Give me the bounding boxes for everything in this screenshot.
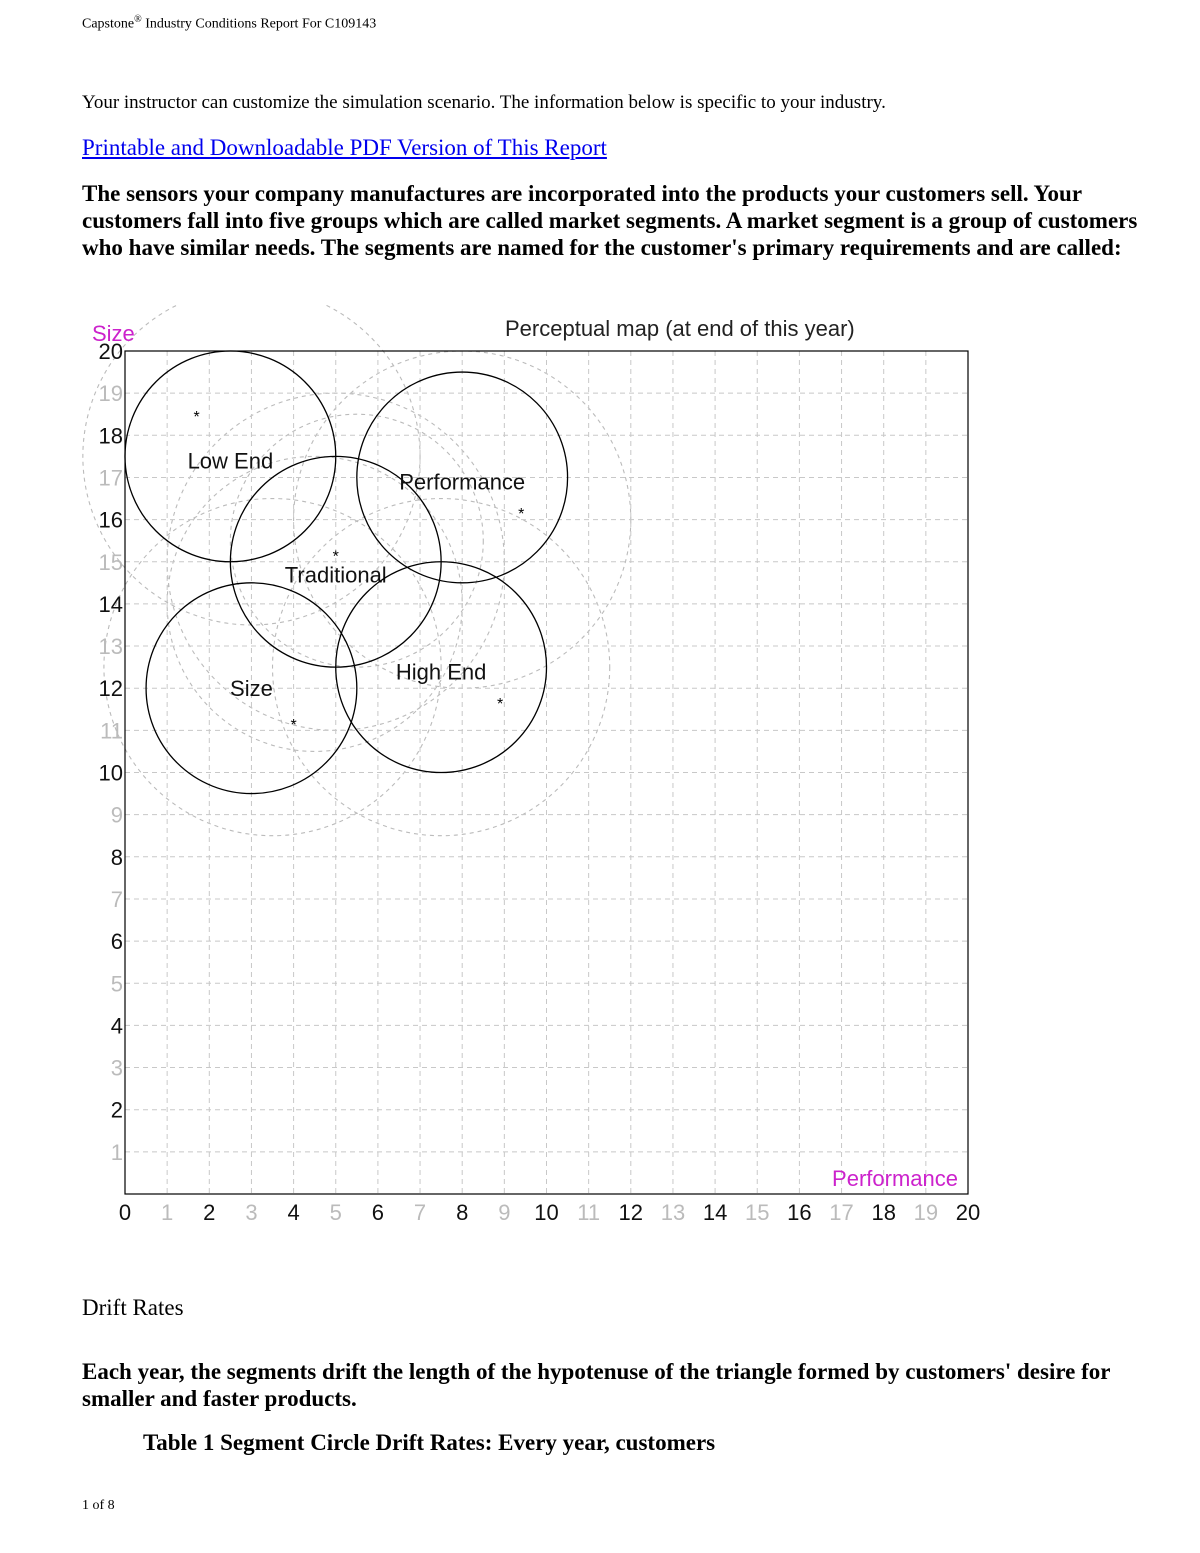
y-tick-label: 20 xyxy=(98,339,123,364)
y-tick-label: 5 xyxy=(110,971,123,997)
x-tick-label: 2 xyxy=(203,1200,216,1225)
segment-label: Performance xyxy=(399,469,526,495)
segment-circles xyxy=(125,351,568,794)
y-tick-label: 14 xyxy=(98,591,123,617)
y-tick-label: 10 xyxy=(98,760,123,786)
y-tick-label: 9 xyxy=(110,802,123,828)
x-tick-label: 9 xyxy=(498,1200,511,1225)
y-tick-label: 4 xyxy=(110,1013,123,1039)
x-tick-label: 16 xyxy=(787,1200,812,1225)
y-tick-label: 16 xyxy=(98,507,123,533)
table-caption: Table 1 Segment Circle Drift Rates: Every year, customers xyxy=(143,1430,716,1455)
segment-label: Size xyxy=(230,676,273,702)
segment-label: Low End xyxy=(187,448,274,474)
x-tick-label: 1 xyxy=(161,1200,174,1225)
x-tick-label: 12 xyxy=(618,1200,644,1225)
x-tick-label: 11 xyxy=(577,1200,601,1225)
ideal-spot-marker: * xyxy=(332,548,339,566)
x-tick-label: 8 xyxy=(456,1200,469,1225)
intro-text: Your instructor can customize the simulation scenario. The information below is specific to your industry. xyxy=(82,92,886,113)
perceptual-map xyxy=(80,305,1000,1235)
x-tick-label: 4 xyxy=(287,1200,300,1225)
y-tick-label: 15 xyxy=(98,549,123,575)
grid-lines xyxy=(125,351,968,1194)
x-tick-label: 3 xyxy=(245,1200,258,1225)
ideal-spot-marker: * xyxy=(290,716,297,734)
x-tick-label: 14 xyxy=(702,1200,728,1225)
y-tick-label: 19 xyxy=(98,381,123,407)
x-tick-label: 13 xyxy=(660,1200,686,1225)
y-tick-label: 6 xyxy=(110,929,123,955)
y-tick-label: 3 xyxy=(110,1055,123,1081)
page-number: 1 of 8 xyxy=(82,1498,115,1513)
y-axis-label: Size xyxy=(92,321,135,346)
x-tick-label: 17 xyxy=(829,1200,854,1225)
segment-label: Traditional xyxy=(284,562,387,588)
segment-label: High End xyxy=(395,659,487,685)
registered-mark: ® xyxy=(134,14,142,25)
report-title: Industry Conditions Report For C109143 xyxy=(141,16,377,32)
y-tick-label: 13 xyxy=(98,634,123,660)
y-tick-label: 8 xyxy=(110,844,123,870)
x-tick-label: 18 xyxy=(871,1200,896,1225)
y-tick-label: 2 xyxy=(110,1097,123,1123)
drift-rates-heading: Drift Rates xyxy=(82,1295,184,1320)
chart-title: Perceptual map (at end of this year) xyxy=(505,316,855,341)
x-tick-label: 20 xyxy=(955,1200,981,1225)
drift-rates-paragraph: Each year, the segments drift the length of the hypotenuse of the triangle formed by customers' desire for smaller and faster products. xyxy=(82,1359,1111,1411)
y-tick-label: 1 xyxy=(110,1139,123,1165)
y-tick-label: 11 xyxy=(100,718,123,744)
segments-intro-paragraph: The sensors your company manufactures are incorporated into the products your customers sell. Your customers fall into five groups which are called market segments. A market segment is a group of customers who have similar needs. The segments are named for the customer's primary requirements and are called: xyxy=(82,181,1138,260)
x-tick-label: 0 xyxy=(118,1200,132,1225)
x-tick-label: 15 xyxy=(745,1200,770,1225)
x-tick-label: 10 xyxy=(534,1200,559,1225)
x-axis-label: Performance xyxy=(832,1166,958,1191)
ideal-spot-marker: * xyxy=(193,409,200,427)
brand-name: Capstone xyxy=(82,16,135,32)
y-tick-label: 7 xyxy=(110,886,123,912)
y-tick-label: 12 xyxy=(98,676,123,702)
x-tick-label: 6 xyxy=(371,1200,385,1225)
x-tick-label: 7 xyxy=(413,1200,427,1225)
pdf-version-link[interactable]: Printable and Downloadable PDF Version of This Report xyxy=(82,135,607,160)
x-tick-label: 5 xyxy=(329,1200,342,1225)
y-tick-label: 17 xyxy=(98,465,123,491)
y-tick-label: 18 xyxy=(98,423,123,449)
ideal-spot-marker: * xyxy=(497,695,504,713)
x-tick-label: 19 xyxy=(913,1200,939,1225)
report-header xyxy=(82,14,376,33)
ideal-spot-marker: * xyxy=(518,506,525,524)
